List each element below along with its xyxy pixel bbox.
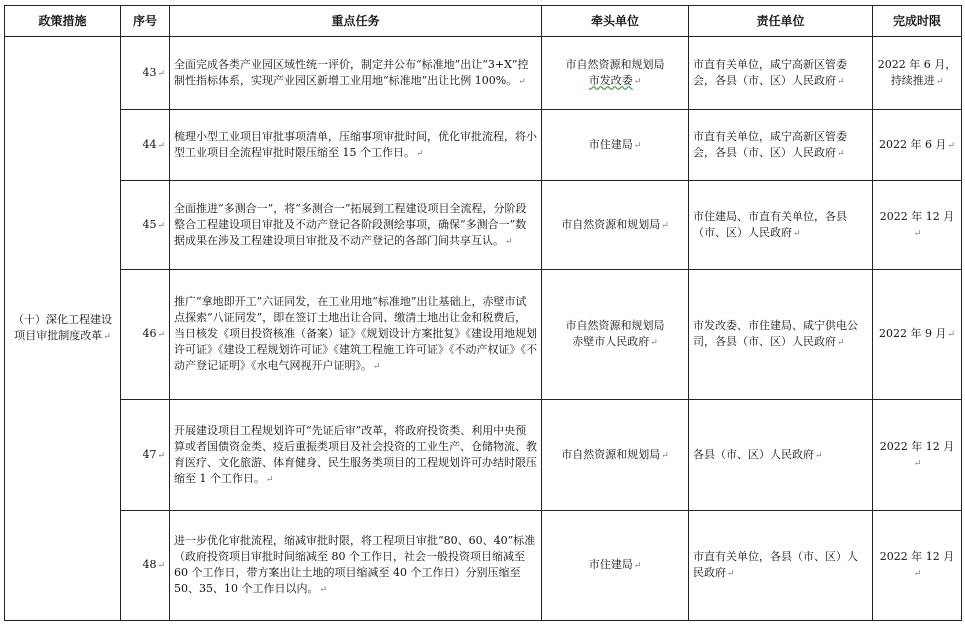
row-no: 44↵ <box>121 110 170 181</box>
table-row <box>5 110 962 181</box>
task-table <box>4 5 962 621</box>
row-lead: 市自然资源和规划局↵ <box>542 181 689 270</box>
header-no: 序号 <box>121 6 170 37</box>
header-lead: 牵头单位 <box>542 6 689 37</box>
row-no: 45↵ <box>121 181 170 270</box>
row-task: 进一步优化审批流程，缩减审批时限，将工程项目审批“80、60、40”标准（政府投资项目审批时间缩减至 80 个工作日，社会一般投资项目缩减至 60 个工作日，带方案出让土地的项目缩减至 40 个工作日）分别压缩至 50、35、10 个工作日以内。↵ <box>170 511 542 621</box>
row-task: 全面推进“多测合一”，将“多测合一”拓展到工程建设项目全流程，分阶段整合工程建设项目审批及不动产登记各阶段测绘事项，确保“多测合一”数据成果在涉及工程建设项目审批及不动产登记的各部门间共享互认。↵ <box>170 181 542 270</box>
table-row <box>5 270 962 400</box>
row-task: 开展建设项目工程规划许可“先证后审”改革，将政府投资类、利用中央预算或者国债资金类、疫后重振类项目及社会投资的工业生产、仓储物流、教育医疗、文化旅游、体育健身、民生服务类项目的工程规划许可办结时限压缩至 1 个工作日。↵ <box>170 400 542 511</box>
row-task: 梳理小型工业项目审批事项清单，压缩事项审批时间，优化审批流程，将小型工业项目全流程审批时限压缩至 15 个工作日。↵ <box>170 110 542 181</box>
row-no: 47↵ <box>121 400 170 511</box>
measure-cell: （十）深化工程建设项目审批制度改革↵ <box>5 37 121 621</box>
row-due: 2022 年 6 月↵ <box>873 110 962 181</box>
row-no: 48↵ <box>121 511 170 621</box>
row-resp: 市直有关单位，咸宁高新区管委会，各县（市、区）人民政府↵ <box>689 37 873 110</box>
table-row <box>5 37 962 110</box>
header-task: 重点任务 <box>170 6 542 37</box>
header-row <box>5 6 962 37</box>
row-due: 2022 年 9 月↵ <box>873 270 962 400</box>
row-task: 全面完成各类产业园区域性统一评价，制定并公布“标准地”出让“3+X”控制性指标体系，实现产业园区新增工业用地“标准地”出让比例 100%。↵ <box>170 37 542 110</box>
row-due: 2022 年 12 月↵ <box>873 181 962 270</box>
header-due: 完成时限 <box>873 6 962 37</box>
row-due: 2022 年 6 月， 持续推进↵ <box>873 37 962 110</box>
row-resp: 市直有关单位，各县（市、区）人民政府↵ <box>689 511 873 621</box>
header-resp: 责任单位 <box>689 6 873 37</box>
table-row <box>5 511 962 621</box>
row-resp: 市住建局、市直有关单位，各县（市、区）人民政府↵ <box>689 181 873 270</box>
row-due: 2022 年 12 月↵ <box>873 511 962 621</box>
header-measure: 政策措施 <box>5 6 121 37</box>
row-resp: 各县（市、区）人民政府↵ <box>689 400 873 511</box>
row-lead: 市自然资源和规划局 市发改委↵ <box>542 37 689 110</box>
row-lead: 市住建局↵ <box>542 110 689 181</box>
row-no: 43↵ <box>121 37 170 110</box>
row-no: 46↵ <box>121 270 170 400</box>
row-resp: 市发改委、市住建局、咸宁供电公司，各县（市、区）人民政府↵ <box>689 270 873 400</box>
row-lead: 市自然资源和规划局↵ <box>542 400 689 511</box>
measure-text: （十）深化工程建设项目审批制度改革 <box>13 313 112 342</box>
table-row <box>5 181 962 270</box>
table-row <box>5 400 962 511</box>
row-due: 2022 年 12 月↵ <box>873 400 962 511</box>
row-lead: 市自然资源和规划局 赤壁市人民政府↵ <box>542 270 689 400</box>
row-resp: 市直有关单位，咸宁高新区管委会，各县（市、区）人民政府↵ <box>689 110 873 181</box>
row-task: 推广“拿地即开工”六证同发，在工业用地“标准地”出让基础上，赤壁市试点探索“八证同发”，即在签订土地出让合同、缴清土地出让金和税费后，当日核发《项目投资核准（备案）证》《规划设计方案批复》《建设用地规划许可证》《建设工程规划许可证》《建筑工程施工许可证》《不动产权证》《不动产登记证明》《水电气网视开户证明》。↵ <box>170 270 542 400</box>
row-lead: 市住建局↵ <box>542 511 689 621</box>
